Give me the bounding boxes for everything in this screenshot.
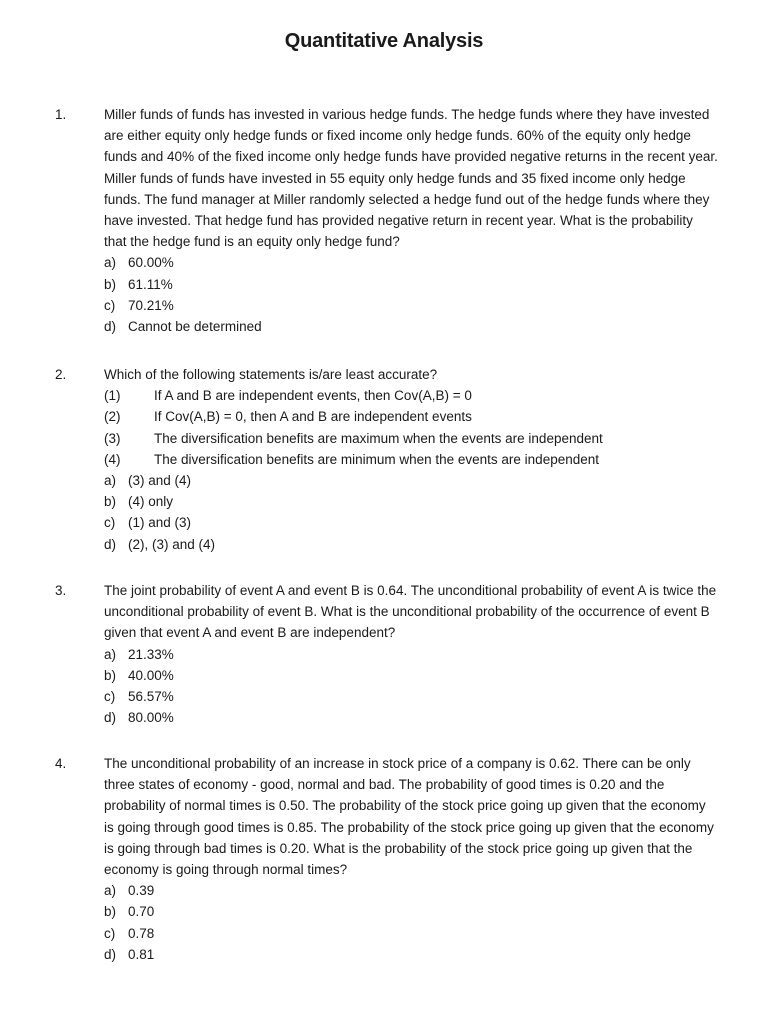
answer-option-b: [104, 901, 719, 922]
answer-options: [104, 470, 719, 555]
option-letter: c): [104, 515, 116, 531]
question-number: 2.: [55, 367, 67, 382]
option-text: 70.21%: [128, 297, 174, 313]
question-body: [104, 753, 719, 965]
option-text: 56.57%: [128, 689, 174, 705]
option-letter: a): [104, 646, 117, 662]
answer-option-d: [104, 944, 719, 965]
option-letter: d): [104, 946, 117, 962]
question-text: Which of the following statements is/are least accurate?: [104, 367, 438, 382]
option-text: (1) and (3): [128, 515, 192, 531]
option-letter: c): [104, 689, 116, 705]
option-letter: c): [104, 925, 116, 941]
answer-option-c: [104, 295, 719, 316]
answer-option-d: [104, 316, 719, 337]
question-body: [104, 104, 719, 337]
option-text: 61.11%: [128, 276, 173, 292]
option-letter: b): [104, 494, 117, 510]
answer-option-d: [104, 707, 719, 728]
question-text: The unconditional probability of an increase in stock price of a company is 0.62. There can be only three states of economy - good, normal and bad. The probability of good times is 0.20 and the probability of normal times is 0.50. The probability of the stock price going up given that the economy is going through good times is 0.85. The probability of the stock price going up given that the economy is going through bad times is 0.20. What is the probability of the stock price going up given that the economy is going through normal times?: [104, 756, 714, 878]
statement-3: [104, 428, 719, 449]
option-text: (2), (3) and (4): [128, 536, 216, 552]
statement-number: (2): [104, 409, 121, 425]
option-letter: b): [104, 904, 117, 920]
answer-option-b: [104, 491, 719, 512]
question-text: Miller funds of funds has invested in various hedge funds. The hedge funds where they have invested are either equity only hedge funds or fixed income only hedge funds. 60% of the equity only hedge funds and 40% of the fixed income only hedge funds have provided negative returns in the recent year. Miller funds of funds have invested in 55 equity only hedge funds and 35 fixed income only hedge funds. The fund manager at Miller randomly selected a hedge fund out of the hedge funds where they have invested. That hedge fund has provided negative return in recent year. What is the probability that the hedge fund is an equity only hedge fund?: [104, 107, 718, 250]
question-text: The joint probability of event A and event B is 0.64. The unconditional probability of event A is twice the unconditional probability of event B. What is the unconditional probability of the occurrence of event B given that event A and event B are independent?: [104, 583, 717, 641]
answer-options: [104, 880, 719, 965]
answer-option-c: [104, 512, 719, 533]
option-text: 80.00%: [128, 710, 174, 726]
statement-text: The diversification benefits are maximum when the events are independent: [154, 430, 603, 446]
option-letter: a): [104, 255, 117, 271]
option-text: (4) only: [128, 494, 174, 510]
option-text: 0.81: [128, 946, 155, 962]
answer-option-b: [104, 274, 719, 295]
option-letter: d): [104, 536, 117, 552]
statement-number: (3): [104, 430, 121, 446]
answer-options: [104, 252, 719, 337]
option-letter: d): [104, 710, 117, 726]
answer-options: [104, 644, 719, 729]
answer-option-a: [104, 470, 719, 491]
statement-text: If Cov(A,B) = 0, then A and B are independent events: [154, 409, 472, 425]
answer-option-a: [104, 644, 719, 665]
option-text: 40.00%: [128, 667, 174, 683]
answer-option-b: [104, 665, 719, 686]
statement-1: [104, 385, 719, 406]
option-text: 0.39: [128, 883, 155, 899]
option-letter: a): [104, 883, 117, 899]
question-number: 3.: [55, 583, 67, 598]
answer-option-c: [104, 686, 719, 707]
statement-4: [104, 449, 719, 470]
answer-option-a: [104, 252, 719, 273]
answer-option-c: [104, 923, 719, 944]
question-number: 1.: [55, 107, 67, 122]
option-text: 0.70: [128, 904, 155, 920]
question-number: 4.: [55, 756, 67, 771]
question-body: [104, 364, 719, 555]
statement-list: [104, 385, 719, 470]
option-letter: b): [104, 276, 117, 292]
statement-number: (1): [104, 388, 121, 404]
answer-option-a: [104, 880, 719, 901]
option-text: 60.00%: [128, 255, 174, 271]
option-text: Cannot be determined: [128, 319, 262, 335]
option-letter: a): [104, 473, 117, 489]
option-letter: b): [104, 667, 117, 683]
statement-text: If A and B are independent events, then Cov(A,B) = 0: [154, 388, 472, 404]
answer-option-d: [104, 534, 719, 555]
question-body: [104, 580, 719, 728]
statement-text: The diversification benefits are minimum when the events are independent: [154, 451, 599, 467]
option-letter: c): [104, 297, 116, 313]
statement-number: (4): [104, 451, 121, 467]
option-letter: d): [104, 319, 117, 335]
option-text: 21.33%: [128, 646, 174, 662]
statement-2: [104, 406, 719, 427]
option-text: (3) and (4): [128, 473, 192, 489]
page-title: Quantitative Analysis: [284, 30, 484, 52]
option-text: 0.78: [128, 925, 155, 941]
